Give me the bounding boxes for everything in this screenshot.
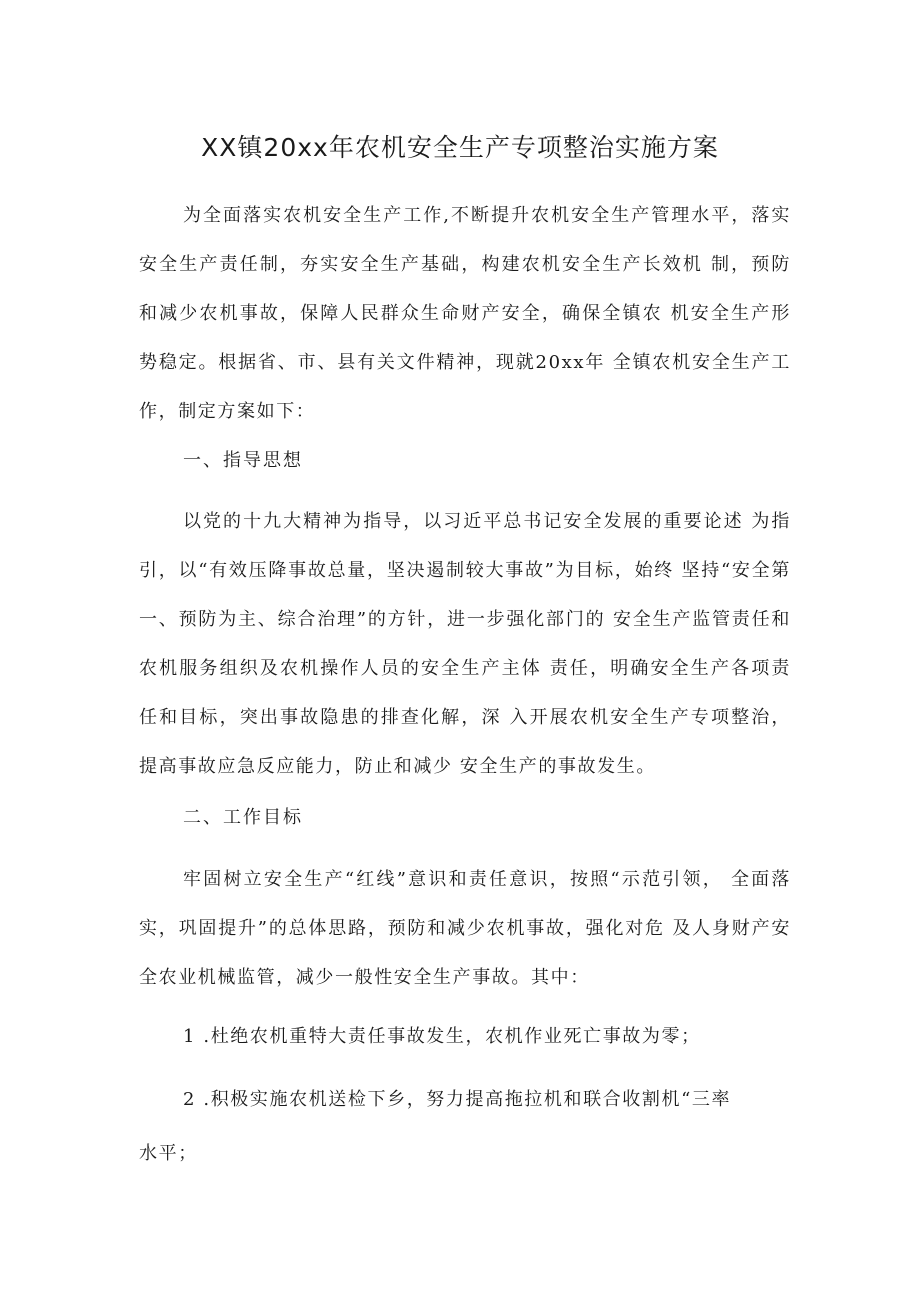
guiding-ideology-paragraph: 以党的十九大精神为指导，以习近平总书记安全发展的重要论述 为指引，以“有效压降事故总量，坚决遏制较大事故”为目标，始终 坚持“安全第一、预防为主、综合治理”的方针，进一步强化部门的 安全生产监管责任和农机服务组织及农机操作人员的安全生产主体 责任，明确安全生产各项责任和目标，突出事故隐患的排查化解，深 入开展农机安全生产专项整治，提高事故应急反应能力，防止和减少 安全生产的事故发生。: [139, 511, 791, 777]
section-heading-work-goals: 二、工作目标: [183, 807, 303, 828]
intro-paragraph: 为全面落实农机安全生产工作,不断提升农机安全生产管理水平，落实安全生产责任制，夯实安全生产基础，构建农机安全生产长效机 制，预防和减少农机事故，保障人民群众生命财产安全，确保全镇农 机安全生产形势稳定。根据省、市、县有关文件精神，现就20xx年 全镇农机安全生产工作，制定方案如下：: [139, 205, 791, 422]
goal-item-2: 2 .积极实施农机送检下乡，努力提高拖拉机和联合收割机“三率: [183, 1089, 732, 1110]
document-title: XX镇20xx年农机安全生产专项整治实施方案: [201, 133, 719, 162]
section-heading-guiding-ideology: 一、指导思想: [183, 450, 303, 471]
work-goals-paragraph: 牢固树立安全生产“红线”意识和责任意识，按照“示范引领， 全面落实，巩固提升”的总体思路，预防和减少农机事故，强化对危 及人身财产安全农业机械监管，减少一般性安全生产事故。其中：: [139, 869, 791, 988]
goal-item-1: 1 .杜绝农机重特大责任事故发生，农机作业死亡事故为零；: [183, 1026, 701, 1047]
goal-item-2-continuation: 水平；: [139, 1143, 198, 1164]
